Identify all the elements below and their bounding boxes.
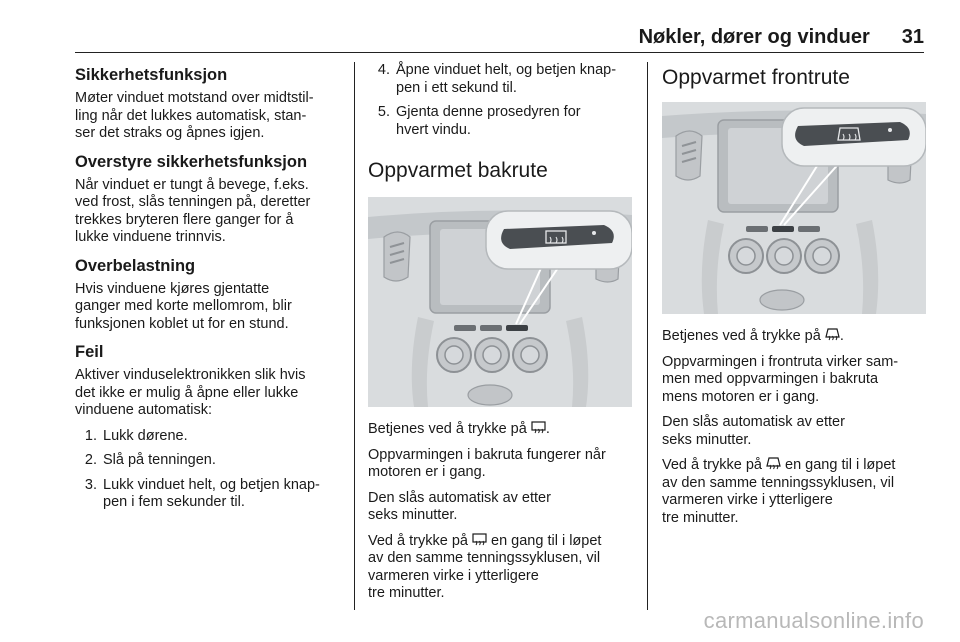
text-run: en gang til i løpet av den samme tenningssyklusen, vil varmeren virke i ytterligere tre minutter.	[662, 457, 896, 526]
paragraph: Den slås automatisk av etter seks minutter.	[368, 489, 551, 523]
paragraph	[368, 421, 636, 439]
chapter-title: Nøkler, dører og vinduer	[638, 26, 870, 48]
watermark: carmanualsonline.info	[703, 608, 924, 633]
text-run: Betjenes ved å trykke på	[662, 328, 825, 344]
rear-window-heater-illustration	[368, 197, 632, 407]
column-1	[75, 62, 347, 520]
paragraph: Oppvarmingen i bakruta fungerer når motoren er i gang.	[368, 446, 606, 480]
step-text: Gjenta denne prosedyren for hvert vindu.	[396, 104, 581, 138]
section-heading: Sikkerhetsfunksjon	[75, 66, 228, 84]
running-header	[639, 26, 924, 49]
step-number: 2.	[84, 452, 97, 468]
header-rule	[75, 52, 924, 53]
step-text: Slå på tenningen.	[103, 452, 216, 468]
dashboard-illustration	[662, 102, 926, 314]
rear-window-heater-icon	[531, 421, 546, 434]
paragraph: Når vinduet er tungt å bevege, f.eks. ved frost, slås tenningen på, deretter trekkes bryteren flere ganger for å lukke vinduene trinnvis.	[75, 176, 311, 245]
dashboard-illustration	[368, 197, 632, 407]
column-3	[662, 62, 927, 535]
paragraph	[662, 457, 927, 527]
text-run: en gang til i løpet av den samme tenningssyklusen, vil varmeren virke i ytterligere tre minutter.	[368, 532, 602, 601]
section-heading: Oppvarmet bakrute	[368, 159, 548, 182]
text-run: .	[545, 421, 550, 437]
column-divider-2	[647, 62, 648, 610]
step-text: Lukk vinduet helt, og betjen knap- pen i fem sekunder til.	[103, 476, 320, 510]
rear-window-heater-icon	[472, 533, 487, 546]
paragraph: Den slås automatisk av etter seks minutter.	[662, 414, 845, 448]
paragraph	[662, 328, 927, 346]
list-item	[368, 62, 636, 97]
list-item	[75, 452, 347, 470]
section-heading: Overstyre sikkerhetsfunksjon	[75, 152, 308, 171]
list-item	[75, 428, 347, 446]
step-number: 1.	[84, 427, 97, 444]
text-run: Ved å trykke på	[662, 457, 766, 473]
text-run: Ved å trykke på	[368, 532, 472, 549]
section-heading: Overbelastning	[75, 256, 196, 275]
step-list	[368, 62, 636, 139]
list-item	[75, 477, 347, 512]
column-divider-1	[354, 62, 355, 610]
paragraph: Møter vinduet motstand over midtstil- ling når det lukkes automatisk, stan- ser det straks og åpnes igjen.	[75, 90, 314, 141]
section-heading: Oppvarmet frontrute	[662, 66, 850, 89]
step-text: Åpne vinduet helt, og betjen knap- pen i ett sekund til.	[396, 62, 617, 96]
text-run: .	[839, 328, 844, 344]
step-number: 3.	[84, 476, 97, 493]
step-number: 4.	[377, 62, 390, 78]
list-item	[368, 104, 636, 139]
front-window-heater-icon	[766, 457, 781, 470]
front-window-heater-illustration	[662, 102, 926, 314]
front-window-heater-icon	[825, 328, 840, 341]
step-list	[75, 428, 347, 512]
section-heading: Feil	[75, 343, 104, 361]
text-run: Betjenes ved å trykke på	[368, 421, 531, 437]
step-number: 5.	[377, 104, 390, 120]
paragraph: Hvis vinduene kjøres gjentatte ganger med korte mellomrom, blir funksjonen koblet ut for en stund.	[75, 280, 292, 332]
paragraph: Aktiver vinduselektronikken slik hvis det ikke er mulig å åpne eller lukke vinduene automatisk:	[75, 367, 306, 418]
page-number: 31	[901, 26, 924, 48]
paragraph	[368, 533, 636, 603]
step-text: Lukk dørene.	[103, 427, 188, 444]
paragraph: Oppvarmingen i frontruta virker sam- men med oppvarmingen i bakruta mens motoren er i gang.	[662, 353, 899, 405]
column-2	[368, 62, 636, 611]
